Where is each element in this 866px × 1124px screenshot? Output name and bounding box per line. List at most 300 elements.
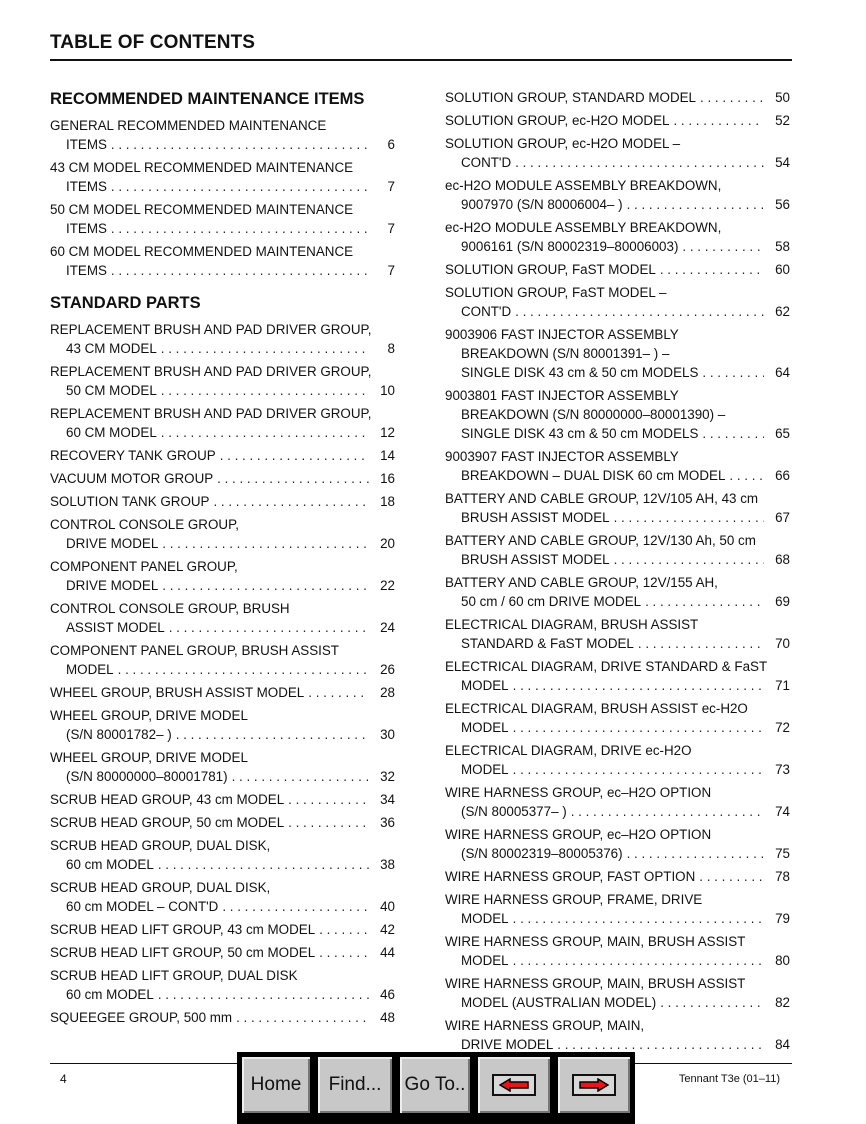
toc-page-number: 60 [775, 262, 790, 277]
toc-entry-title: SINGLE DISK 43 cm & 50 cm MODELS [461, 426, 699, 441]
toc-entry-title: SCRUB HEAD GROUP, 43 cm MODEL [50, 792, 285, 807]
toc-entry[interactable] [50, 878, 395, 916]
toc-entry-title: WIRE HARNESS GROUP, MAIN, [445, 1018, 645, 1033]
toc-page-number: 82 [775, 995, 790, 1010]
toc-entry[interactable] [50, 158, 395, 196]
toc-entry-line [445, 466, 790, 485]
toc-entry-line [445, 111, 790, 130]
toc-entry-title: GENERAL RECOMMENDED MAINTENANCE [50, 118, 327, 133]
section-heading: STANDARD PARTS [50, 294, 201, 312]
toc-entry-title: SCRUB HEAD GROUP, 50 cm MODEL [50, 815, 285, 830]
toc-entry-line [445, 363, 790, 382]
toc-entry-line [50, 920, 395, 939]
toc-entry-title: DRIVE MODEL [461, 1037, 554, 1052]
dot-leader [513, 676, 764, 695]
dot-leader [111, 219, 369, 238]
toc-entry-line [445, 218, 790, 237]
toc-entry[interactable] [50, 362, 395, 400]
toc-page-number: 32 [380, 769, 395, 784]
toc-entry-line [445, 531, 790, 550]
toc-page-number: 71 [775, 678, 790, 693]
toc-entry-line [445, 508, 790, 527]
dot-leader [213, 492, 369, 511]
dot-leader [158, 985, 369, 1004]
toc-entry-line [445, 237, 790, 256]
toc-entry-line [445, 153, 790, 172]
dot-leader [513, 718, 764, 737]
toc-entry-title: 9006161 (S/N 80002319–80006003) [461, 239, 679, 254]
toc-entry-title: BREAKDOWN (S/N 80001391– ) – [461, 346, 670, 361]
toc-entry-title: DRIVE MODEL [66, 578, 159, 593]
toc-entry-line [445, 932, 790, 951]
toc-entry[interactable] [50, 836, 395, 874]
toc-entry-line [50, 641, 395, 660]
dot-leader [319, 943, 369, 962]
toc-entry-title: REPLACEMENT BRUSH AND PAD DRIVER GROUP, [50, 322, 372, 337]
toc-entry-line [50, 966, 395, 985]
toc-entry-line [445, 634, 790, 653]
toc-page-number: 64 [775, 365, 790, 380]
toc-entry[interactable] [50, 943, 395, 962]
toc-entry-line [50, 748, 395, 767]
toc-entry-line [50, 515, 395, 534]
dot-leader [220, 446, 369, 465]
toc-entry-line [50, 381, 395, 400]
toc-entry[interactable] [50, 813, 395, 832]
toc-entry-title: ITEMS [66, 137, 107, 152]
dot-leader [513, 951, 764, 970]
toc-entry-line [445, 802, 790, 821]
toc-entry[interactable] [445, 260, 790, 279]
toc-entry-title: 43 CM MODEL RECOMMENDED MAINTENANCE [50, 160, 354, 175]
toc-entry-line [445, 844, 790, 863]
dot-leader [232, 767, 369, 786]
dot-leader [702, 424, 764, 443]
toc-entry-line [50, 599, 395, 618]
dot-leader [515, 153, 764, 172]
toc-entry[interactable] [445, 890, 790, 928]
toc-entry-title: SCRUB HEAD LIFT GROUP, 50 cm MODEL [50, 945, 316, 960]
toc-page-number: 84 [775, 1037, 790, 1052]
toc-entry-title: SCRUB HEAD LIFT GROUP, 43 cm MODEL [50, 922, 316, 937]
toc-entry-line [50, 242, 395, 261]
toc-entry[interactable] [50, 966, 395, 1004]
toc-entry-title: STANDARD & FaST MODEL [461, 636, 634, 651]
toc-entry-line [50, 135, 395, 154]
toc-entry[interactable] [50, 200, 395, 238]
toc-entry[interactable] [445, 531, 790, 569]
toc-entry-line [445, 676, 790, 695]
toc-entry[interactable] [50, 790, 395, 809]
dot-leader [111, 261, 369, 280]
toc-left-column [50, 88, 395, 1031]
toc-entry[interactable] [50, 446, 395, 465]
toc-entry[interactable] [445, 615, 790, 653]
toc-page-number: 30 [380, 727, 395, 742]
toc-entry-line [445, 909, 790, 928]
toc-entry-title: (S/N 80001782– ) [66, 727, 172, 742]
toc-page-number: 24 [380, 620, 395, 635]
toc-entry-title: ITEMS [66, 179, 107, 194]
toc-page-number: 26 [380, 662, 395, 677]
toc-entry-line [445, 134, 790, 153]
goto-button[interactable]: Go To.. [398, 1055, 472, 1115]
toc-entry-line [50, 200, 395, 219]
toc-entry-title: WHEEL GROUP, DRIVE MODEL [50, 708, 248, 723]
dot-leader [161, 423, 369, 442]
toc-entry[interactable] [50, 469, 395, 488]
toc-entry-line [445, 386, 790, 405]
toc-page-number: 80 [775, 953, 790, 968]
previous-page-button[interactable] [476, 1055, 552, 1115]
dot-leader [161, 381, 369, 400]
toc-entry-title: ITEMS [66, 221, 107, 236]
toc-entry[interactable] [445, 325, 790, 382]
toc-right-column [445, 88, 790, 1058]
dot-leader [288, 813, 369, 832]
toc-page-number: 7 [387, 263, 395, 278]
toc-entry-title: WIRE HARNESS GROUP, FRAME, DRIVE [445, 892, 703, 907]
toc-page-number: 14 [380, 448, 395, 463]
toc-entry-title: BATTERY AND CABLE GROUP, 12V/105 AH, 43 cm [445, 491, 759, 506]
toc-entry-line [445, 447, 790, 466]
next-page-button[interactable] [556, 1055, 632, 1115]
dot-leader [169, 618, 369, 637]
find-button[interactable]: Find... [316, 1055, 394, 1115]
dot-leader [729, 466, 764, 485]
toc-entry-line [50, 943, 395, 962]
toc-entry-title: BATTERY AND CABLE GROUP, 12V/155 AH, [445, 575, 718, 590]
toc-entry[interactable] [445, 283, 790, 321]
toc-entry[interactable] [50, 706, 395, 744]
toc-entry-title: MODEL [461, 953, 509, 968]
toc-entry[interactable] [445, 573, 790, 611]
toc-entry-line [50, 683, 395, 702]
toc-entry-title: 60 CM MODEL [66, 425, 157, 440]
toc-entry-line [445, 699, 790, 718]
toc-entry-title: SINGLE DISK 43 cm & 50 cm MODELS [461, 365, 699, 380]
dot-leader [158, 855, 369, 874]
page-number: 4 [60, 1072, 67, 1086]
toc-entry[interactable] [50, 1008, 395, 1027]
toc-entry-line [445, 573, 790, 592]
toc-entry-title: ASSIST MODEL [66, 620, 165, 635]
toc-entry[interactable] [445, 88, 790, 107]
toc-entry[interactable] [445, 867, 790, 886]
dot-leader [645, 592, 764, 611]
dot-leader [700, 88, 764, 107]
toc-entry-title: 60 CM MODEL RECOMMENDED MAINTENANCE [50, 244, 354, 259]
toc-entry-line [445, 741, 790, 760]
toc-entry-title: WHEEL GROUP, DRIVE MODEL [50, 750, 248, 765]
toc-page-number: 66 [775, 468, 790, 483]
toc-entry-line [50, 706, 395, 725]
toc-entry-line [50, 261, 395, 280]
header-rule [50, 59, 792, 61]
dot-leader [162, 534, 369, 553]
toc-entry[interactable] [50, 404, 395, 442]
toc-entry[interactable] [445, 783, 790, 821]
toc-entry[interactable] [50, 242, 395, 280]
toc-entry-line [50, 618, 395, 637]
dot-leader [614, 550, 764, 569]
toc-entry-title: SCRUB HEAD GROUP, DUAL DISK, [50, 838, 271, 853]
dot-leader [118, 660, 369, 679]
toc-entry[interactable] [445, 489, 790, 527]
toc-entry[interactable] [445, 657, 790, 695]
toc-entry[interactable] [445, 974, 790, 1012]
toc-entry-line [445, 760, 790, 779]
dot-leader [515, 302, 764, 321]
toc-entry-title: DRIVE MODEL [66, 536, 159, 551]
toc-entry-line [445, 718, 790, 737]
toc-entry-title: ec-H2O MODULE ASSEMBLY BREAKDOWN, [445, 220, 722, 235]
toc-entry-title: SOLUTION GROUP, FaST MODEL [445, 262, 656, 277]
toc-entry-line [50, 116, 395, 135]
toc-entry-title: ITEMS [66, 263, 107, 278]
toc-entry-line [50, 725, 395, 744]
toc-entry-title: COMPONENT PANEL GROUP, BRUSH ASSIST [50, 643, 339, 658]
toc-page-number: 20 [380, 536, 395, 551]
toc-entry-line [445, 88, 790, 107]
toc-entry-line [445, 344, 790, 363]
toc-entry[interactable] [50, 641, 395, 679]
toc-entry-line [50, 1008, 395, 1027]
toc-entry-title: CONT'D [461, 304, 512, 319]
toc-page-number: 16 [380, 471, 395, 486]
toc-entry-title: MODEL [461, 911, 509, 926]
toc-entry-title: SOLUTION GROUP, STANDARD MODEL [445, 90, 696, 105]
toc-page-number: 7 [387, 179, 395, 194]
toc-page-number: 22 [380, 578, 395, 593]
toc-entry-title: WIRE HARNESS GROUP, FAST OPTION [445, 869, 696, 884]
toc-entry[interactable] [445, 699, 790, 737]
toc-entry-title: REPLACEMENT BRUSH AND PAD DRIVER GROUP, [50, 406, 372, 421]
toc-entry-line [50, 492, 395, 511]
toc-entry-title: ELECTRICAL DIAGRAM, DRIVE STANDARD & FaST [445, 659, 768, 674]
toc-entry-title: SCRUB HEAD LIFT GROUP, DUAL DISK [50, 968, 298, 983]
toc-entry-title: BRUSH ASSIST MODEL [461, 552, 610, 567]
toc-entry[interactable] [445, 932, 790, 970]
toc-page-number: 28 [380, 685, 395, 700]
toc-entry[interactable] [445, 825, 790, 863]
toc-entry-title: WIRE HARNESS GROUP, ec–H2O OPTION [445, 827, 712, 842]
toc-entry-line [50, 576, 395, 595]
toc-entry-line [445, 260, 790, 279]
toc-entry-title: CONTROL CONSOLE GROUP, [50, 517, 239, 532]
home-button[interactable]: Home [240, 1055, 312, 1115]
toc-entry-line [50, 219, 395, 238]
toc-entry[interactable] [50, 683, 395, 702]
toc-entry-title: 9007970 (S/N 80006004– ) [461, 197, 623, 212]
toc-page-number: 58 [775, 239, 790, 254]
toc-page-number: 79 [775, 911, 790, 926]
toc-entry-title: BATTERY AND CABLE GROUP, 12V/130 Ah, 50 cm [445, 533, 756, 548]
dot-leader [513, 909, 764, 928]
dot-leader [308, 683, 369, 702]
toc-page-number: 73 [775, 762, 790, 777]
toc-entry-title: (S/N 80005377– ) [461, 804, 567, 819]
toc-entry-title: (S/N 80002319–80005376) [461, 846, 623, 861]
toc-entry-title: RECOVERY TANK GROUP [50, 448, 216, 463]
toc-entry-title: CONTROL CONSOLE GROUP, BRUSH [50, 601, 290, 616]
dot-leader [319, 920, 369, 939]
toc-entry-title: REPLACEMENT BRUSH AND PAD DRIVER GROUP, [50, 364, 372, 379]
toc-entry-title: BRUSH ASSIST MODEL [461, 510, 610, 525]
toc-entry-title: SOLUTION TANK GROUP [50, 494, 210, 509]
dot-leader [111, 135, 369, 154]
toc-entry-line [445, 302, 790, 321]
toc-entry-title: WIRE HARNESS GROUP, MAIN, BRUSH ASSIST [445, 976, 746, 991]
toc-entry[interactable] [445, 386, 790, 443]
page-title: TABLE OF CONTENTS [50, 32, 256, 53]
toc-page-number: 42 [380, 922, 395, 937]
toc-entry-title: 50 CM MODEL [66, 383, 157, 398]
toc-page-number: 8 [387, 341, 395, 356]
toc-entry-line [445, 615, 790, 634]
toc-entry[interactable] [445, 134, 790, 172]
toc-page-number: 52 [775, 113, 790, 128]
toc-entry[interactable] [50, 557, 395, 595]
toc-page-number: 78 [775, 869, 790, 884]
toc-entry-line [445, 657, 790, 676]
section-heading: RECOMMENDED MAINTENANCE ITEMS [50, 90, 365, 108]
toc-entry[interactable] [50, 320, 395, 358]
toc-entry-title: 9003801 FAST INJECTOR ASSEMBLY [445, 388, 679, 403]
toc-entry[interactable] [445, 1016, 790, 1054]
toc-page-number: 62 [775, 304, 790, 319]
toc-entry-line [445, 325, 790, 344]
toc-page-number: 74 [775, 804, 790, 819]
navigation-bar [237, 1052, 635, 1124]
toc-entry-line [50, 878, 395, 897]
right-arrow-icon [572, 1074, 616, 1096]
toc-entry-line [445, 283, 790, 302]
toc-entry-title: (S/N 80000000–80001781) [66, 769, 228, 784]
toc-entry-title: MODEL [461, 762, 509, 777]
toc-entry-title: MODEL [461, 720, 509, 735]
toc-entry-title: 43 CM MODEL [66, 341, 157, 356]
toc-entry-line [445, 783, 790, 802]
toc-entry-line [50, 767, 395, 786]
toc-entry-line [445, 974, 790, 993]
toc-entry-line [445, 867, 790, 886]
toc-entry-title: MODEL [66, 662, 114, 677]
toc-entry-title: 60 cm MODEL [66, 857, 154, 872]
dot-leader [288, 790, 369, 809]
toc-page-number: 67 [775, 510, 790, 525]
toc-entry[interactable] [445, 447, 790, 485]
toc-entry-title: SCRUB HEAD GROUP, DUAL DISK, [50, 880, 271, 895]
toc-entry-line [50, 404, 395, 423]
dot-leader [222, 897, 369, 916]
toc-entry-line [50, 177, 395, 196]
toc-entry-line [445, 1016, 790, 1035]
dot-leader [162, 576, 369, 595]
dot-leader [161, 339, 369, 358]
toc-entry[interactable] [50, 515, 395, 553]
toc-page-number: 68 [775, 552, 790, 567]
toc-entry-line [50, 985, 395, 1004]
toc-entry-title: SQUEEGEE GROUP, 500 mm [50, 1010, 233, 1025]
toc-entry-line [50, 446, 395, 465]
toc-entry[interactable] [50, 748, 395, 786]
toc-entry-line [50, 813, 395, 832]
toc-entry-line [50, 423, 395, 442]
toc-page-number: 6 [387, 137, 395, 152]
document-id: Tennant T3e (01–11) [678, 1073, 780, 1085]
dot-leader [638, 634, 764, 653]
toc-page-number: 50 [775, 90, 790, 105]
toc-entry-line [50, 534, 395, 553]
dot-leader [111, 177, 369, 196]
toc-entry[interactable] [445, 176, 790, 214]
dot-leader [571, 802, 764, 821]
toc-entry-line [445, 424, 790, 443]
toc-entry-line [50, 158, 395, 177]
toc-entry-line [50, 836, 395, 855]
toc-page-number: 34 [380, 792, 395, 807]
toc-page-number: 38 [380, 857, 395, 872]
toc-page-number: 12 [380, 425, 395, 440]
toc-entry-title: 9003906 FAST INJECTOR ASSEMBLY [445, 327, 679, 342]
toc-entry-title: ELECTRICAL DIAGRAM, BRUSH ASSIST ec-H2O [445, 701, 748, 716]
toc-entry-title: 50 cm / 60 cm DRIVE MODEL [461, 594, 642, 609]
toc-page-number: 69 [775, 594, 790, 609]
toc-page-number: 75 [775, 846, 790, 861]
toc-page-number: 72 [775, 720, 790, 735]
toc-entry[interactable] [50, 599, 395, 637]
toc-entry-title: WHEEL GROUP, BRUSH ASSIST MODEL [50, 685, 305, 700]
toc-entry-title: ELECTRICAL DIAGRAM, DRIVE ec-H2O [445, 743, 692, 758]
toc-entry-line [50, 790, 395, 809]
toc-entry-title: COMPONENT PANEL GROUP, [50, 559, 238, 574]
dot-leader [660, 260, 764, 279]
toc-entry-line [50, 362, 395, 381]
toc-entry-title: SOLUTION GROUP, ec-H2O MODEL [445, 113, 670, 128]
toc-entry-line [445, 176, 790, 195]
toc-page-number: 44 [380, 945, 395, 960]
toc-entry-title: ec-H2O MODULE ASSEMBLY BREAKDOWN, [445, 178, 722, 193]
dot-leader [702, 363, 764, 382]
toc-entry-title: 9003907 FAST INJECTOR ASSEMBLY [445, 449, 679, 464]
dot-leader [614, 508, 764, 527]
toc-entry-title: BREAKDOWN – DUAL DISK 60 cm MODEL [461, 468, 726, 483]
toc-entry[interactable] [50, 920, 395, 939]
toc-entry-title: CONT'D [461, 155, 512, 170]
toc-entry-title: MODEL (AUSTRALIAN MODEL) [461, 995, 657, 1010]
dot-leader [673, 111, 764, 130]
toc-entry-line [50, 897, 395, 916]
toc-entry-line [445, 993, 790, 1012]
dot-leader [627, 195, 764, 214]
toc-entry-line [445, 592, 790, 611]
toc-page-number: 40 [380, 899, 395, 914]
toc-entry[interactable] [50, 492, 395, 511]
toc-page-number: 56 [775, 197, 790, 212]
toc-entry-line [445, 405, 790, 424]
toc-entry-title: WIRE HARNESS GROUP, MAIN, BRUSH ASSIST [445, 934, 746, 949]
toc-entry[interactable] [50, 116, 395, 154]
toc-entry[interactable] [445, 218, 790, 256]
toc-entry-line [50, 339, 395, 358]
toc-page-number: 46 [380, 987, 395, 1002]
toc-entry[interactable] [445, 741, 790, 779]
left-arrow-icon [492, 1074, 536, 1096]
dot-leader [217, 469, 369, 488]
toc-page-number: 36 [380, 815, 395, 830]
toc-entry[interactable] [445, 111, 790, 130]
